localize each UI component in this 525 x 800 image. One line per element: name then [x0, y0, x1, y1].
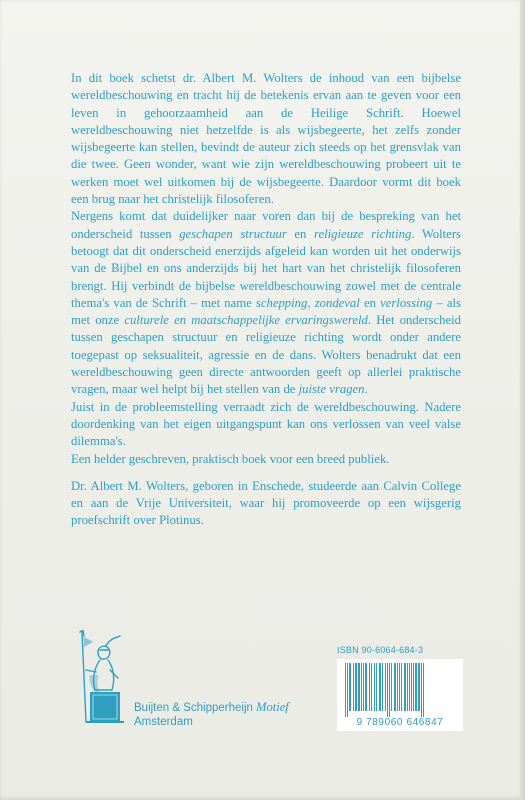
- isbn-label: ISBN 90-6064-684-3: [337, 645, 424, 655]
- blurb-paragraph-1: [71, 70, 461, 208]
- emphasis-text: verlossing: [380, 295, 433, 310]
- text-run: en: [359, 295, 381, 310]
- barcode-bar: [349, 663, 351, 711]
- barcode-bar: [401, 663, 402, 711]
- barcode-bar: [345, 663, 346, 717]
- barcode-bar: [358, 663, 360, 711]
- barcode-bar: [361, 663, 362, 711]
- barcode-bar: [382, 663, 383, 711]
- barcode-bar: [376, 663, 377, 711]
- barcode-bar: [347, 663, 348, 717]
- blurb-paragraph-3: [71, 399, 461, 451]
- barcode-digits: 9 789060 646847: [356, 717, 444, 728]
- barcode: [337, 659, 463, 731]
- emphasis-text: geschapen structuur: [179, 226, 287, 241]
- text-run: – als met onze: [71, 295, 461, 328]
- barcode-bars: [337, 659, 463, 719]
- text-run: . Wolters betoogt dat dit onderscheid enerzijds afgeleid kan worden uit het onderwijs van de Bijbel en ons anderzijds bij het hart van het christelijk filosoferen brengt. Hij verbindt de bijbelse wereldbeschouwing zowel met de centrale thema's van de Schrift – met name: [71, 226, 461, 310]
- blurb-paragraph-4: [71, 451, 461, 468]
- blurb-paragraph-2: [71, 208, 461, 398]
- text-run: Juist in de probleemstelling verraadt zich de wereldbeschouwing. Nadere doordenking van het eigen uitgangspunt kan ons verlossen van veel valse dilemma's.: [71, 399, 461, 449]
- knight-with-book-icon: [76, 630, 132, 730]
- barcode-bar: [365, 663, 367, 711]
- barcode-bar: [353, 663, 354, 711]
- barcode-bar: [371, 663, 372, 711]
- barcode-bar: [363, 663, 364, 711]
- barcode-bar: [418, 663, 420, 711]
- barcode-bar: [423, 663, 424, 717]
- barcode-bar: [374, 663, 375, 711]
- text-run: Een helder geschreven, praktisch boek voor een breed publiek.: [71, 451, 390, 466]
- text-run: .: [364, 382, 368, 397]
- barcode-bar: [389, 663, 390, 717]
- barcode-bar: [379, 663, 381, 711]
- text-run: Dr. Albert M. Wolters, geboren in Enschede, studeerde aan Calvin College en aan de Vrije Universiteit, waar hij promoveerde op een wijsgerig proefschrift over Plotinus.: [71, 478, 461, 528]
- emphasis-text: zondeval: [314, 295, 360, 310]
- author-bio: [71, 478, 461, 530]
- barcode-bar: [407, 663, 408, 711]
- emphasis-text: culturele en maatschappelijke ervaringswereld: [124, 313, 368, 328]
- publisher-name-line: [134, 700, 289, 715]
- publisher-city: Amsterdam: [134, 716, 193, 728]
- publisher-logo-svg: [76, 630, 132, 730]
- emphasis-text: religieuze richting: [313, 226, 412, 241]
- barcode-bar: [387, 663, 388, 717]
- text-run: Nergens komt dat duidelijker naar voren dan bij de bespreking van het onderscheid tussen: [71, 209, 461, 241]
- barcode-bar: [385, 663, 386, 711]
- barcode-bar: [415, 663, 417, 711]
- publisher-name: Buijten & Schipperheijn: [134, 702, 253, 714]
- emphasis-text: juiste vragen: [298, 382, 365, 397]
- blurb-text: [71, 70, 461, 530]
- barcode-bar: [411, 663, 412, 711]
- barcode-bar: [413, 663, 414, 711]
- cover-edge: [520, 0, 525, 800]
- barcode-bar: [397, 663, 398, 711]
- barcode-bar: [399, 663, 400, 711]
- barcode-bar: [391, 663, 392, 711]
- text-run: en: [286, 226, 314, 241]
- barcode-bar: [394, 663, 396, 711]
- barcode-bar: [355, 663, 357, 711]
- barcode-bar: [421, 663, 422, 717]
- emphasis-text: schepping: [255, 295, 308, 310]
- publisher-imprint: [134, 700, 289, 729]
- text-run: ,: [307, 295, 315, 310]
- barcode-bar: [369, 663, 370, 711]
- text-run: In dit boek schetst dr. Albert M. Wolters de inhoud van een bijbelse wereldbeschouwing en tracht hij de betekenis ervan aan te geven voor een leven in gehoorzaamheid aan de Heilige Schrift. Hoewel wereldbeschouwing niet hetzelfde is als wijsbegeerte, het zelfs zonder wijsbegeerte kan stellen, bevindt de auteur zich steeds op het grensvlak van die twee. Geen wonder, want wie zijn wereldbeschouwing probeert uit te werken moet wel uitkomen bij de wijsbegeerte. Daardoor vormt dit boek een brug naar het christelijk filosoferen.: [71, 71, 461, 207]
- publisher-imprint-name: Motief: [256, 700, 289, 714]
- barcode-bar: [409, 663, 410, 711]
- text-run: . Het onderscheid tussen geschapen structuur en religieuze richting wordt onder andere toegepast op seksualiteit, agressie en de dans. Wolters benadrukt dat een wereldbeschouwing geen directe antwoorden geeft op allerlei praktische vragen, maar wel helpt bij het stellen van de: [71, 313, 462, 397]
- barcode-bar: [404, 663, 406, 711]
